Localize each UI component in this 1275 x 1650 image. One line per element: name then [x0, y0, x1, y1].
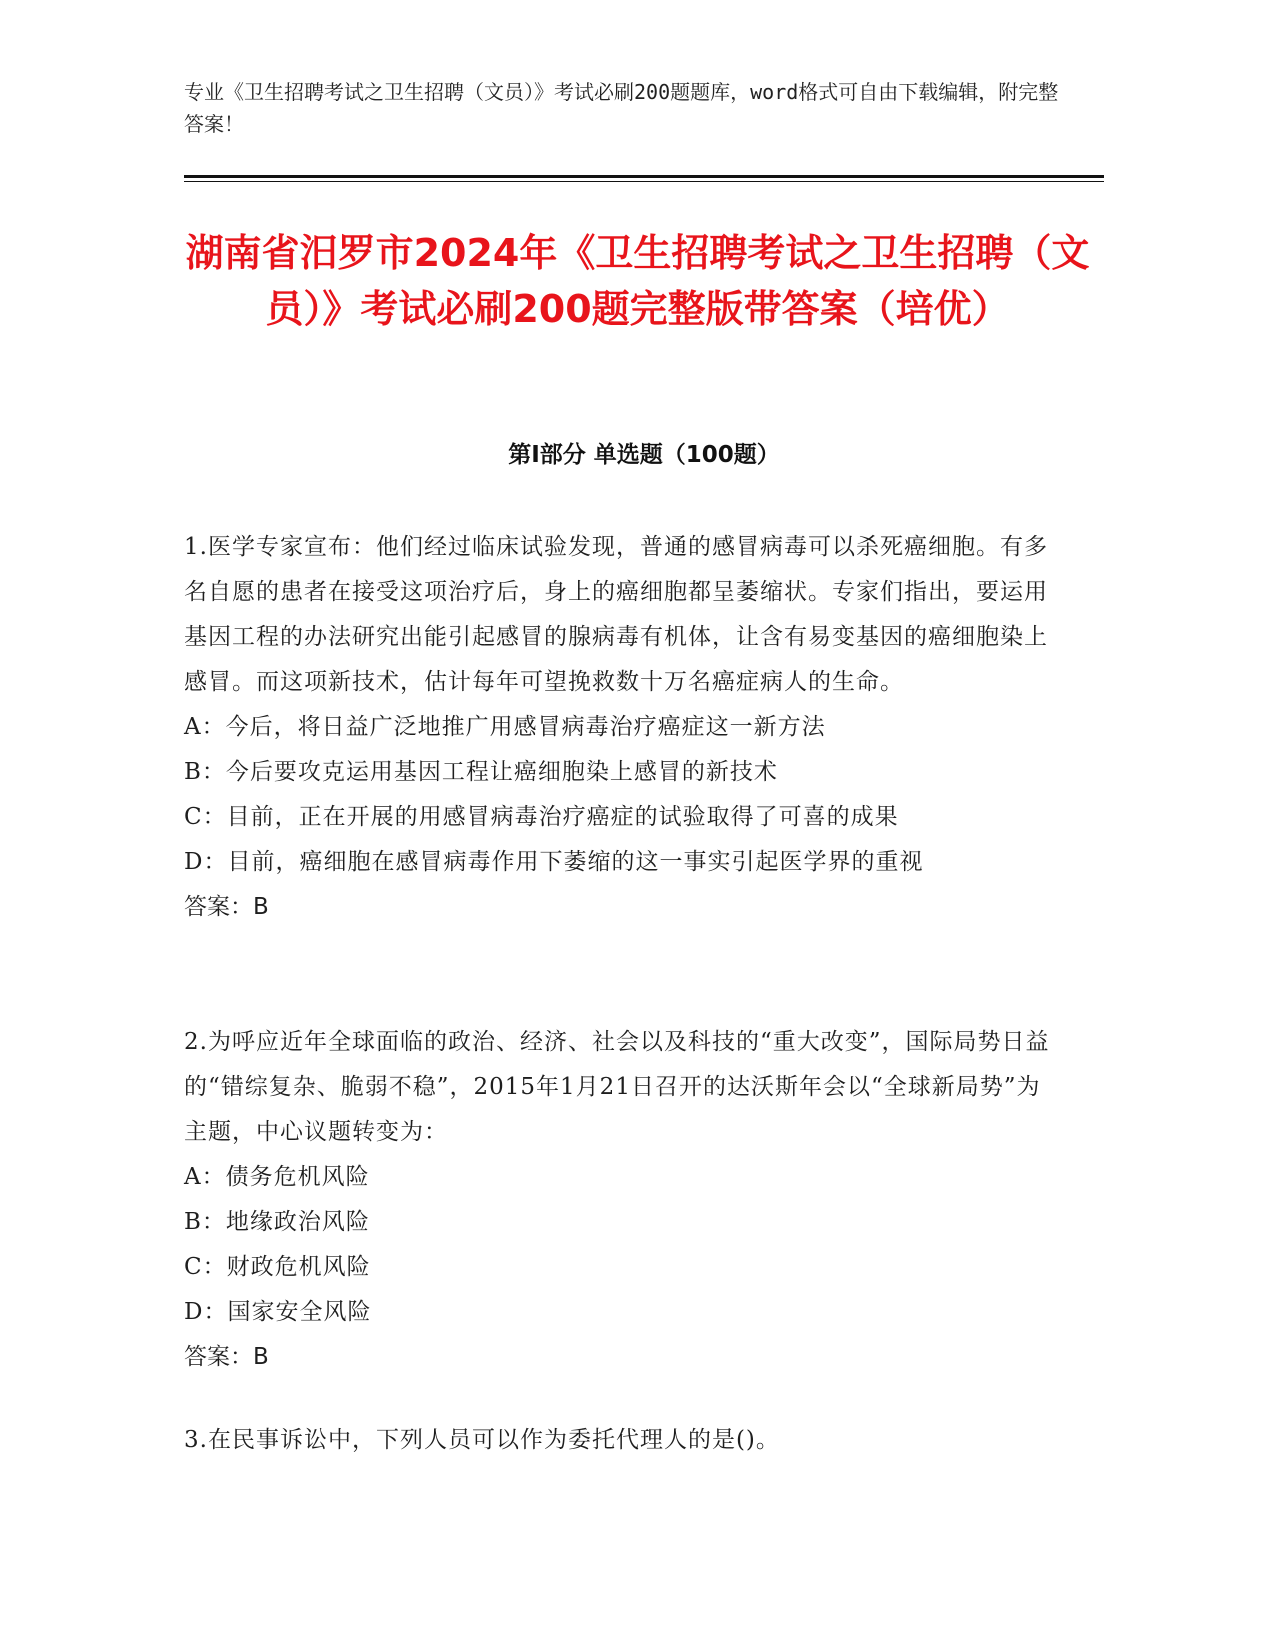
question-1 [184, 525, 1064, 930]
answer-line: 答案：B [184, 894, 269, 920]
header-divider-thick [184, 175, 1104, 178]
question-stem: 3.在民事诉讼中，下列人员可以作为委托代理人的是()。 [184, 1427, 780, 1453]
header-note: 专业《卫生招聘考试之卫生招聘（文员）》考试必刷200题题库，word格式可自由下载编辑，附完整答案！ [184, 80, 1059, 136]
document-title: 湖南省汨罗市2024年《卫生招聘考试之卫生招聘（文员）》考试必刷200题完整版带答案（培优） [185, 231, 1090, 331]
option-a: A：今后，将日益广泛地推广用感冒病毒治疗癌症这一新方法 [184, 714, 826, 740]
option-c: C：财政危机风险 [184, 1254, 371, 1280]
question-stem: 2.为呼应近年全球面临的政治、经济、社会以及科技的“重大改变”，国际局势日益的“错综复杂、脆弱不稳”，2015年1月21日召开的达沃斯年会以“全球新局势”为主题，中心议题转变为： [184, 1029, 1050, 1145]
header-divider-thin [184, 181, 1104, 182]
section-heading: 第Ⅰ部分 单选题（100题） [508, 442, 780, 468]
option-b: B：今后要攻克运用基因工程让癌细胞染上感冒的新技术 [184, 759, 778, 785]
answer-line: 答案：B [184, 1344, 269, 1370]
option-d: D：国家安全风险 [184, 1299, 372, 1325]
option-b: B：地缘政治风险 [184, 1209, 370, 1235]
question-2 [184, 1020, 1064, 1380]
question-stem: 1.医学专家宣布：他们经过临床试验发现，普通的感冒病毒可以杀死癌细胞。有多名自愿的患者在接受这项治疗后，身上的癌细胞都呈萎缩状。专家们指出，要运用基因工程的办法研究出能引起感冒的腺病毒有机体，让含有易变基因的癌细胞染上感冒。而这项新技术，估计每年可望挽救数十万名癌症病人的生命。 [184, 534, 1048, 695]
option-d: D：目前，癌细胞在感冒病毒作用下萎缩的这一事实引起医学界的重视 [184, 849, 924, 875]
option-a: A：债务危机风险 [184, 1164, 370, 1190]
question-3 [184, 1418, 1064, 1463]
option-c: C：目前，正在开展的用感冒病毒治疗癌症的试验取得了可喜的成果 [184, 804, 899, 830]
